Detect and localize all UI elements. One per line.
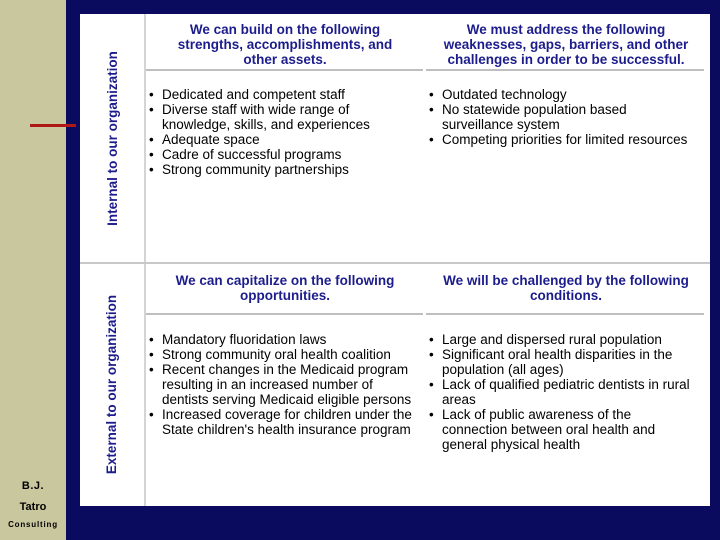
list-item: • Strong community partnerships	[147, 162, 415, 177]
list-item: • Lack of public awareness of the connection between oral health and general physical health	[427, 407, 697, 452]
list-item: • Strong community oral health coalition	[147, 347, 419, 362]
internal-row-label	[80, 14, 144, 262]
list-item: • Mandatory fluoridation laws	[147, 332, 419, 347]
list-item: • Competing priorities for limited resources	[427, 132, 697, 147]
opportunities-list	[147, 332, 419, 437]
list-item: • Cadre of successful programs	[147, 147, 415, 162]
row-divider	[80, 262, 710, 264]
accent-line	[30, 124, 76, 127]
weaknesses-heading-divider	[426, 69, 704, 71]
internal-label-text: Internal to our organization	[104, 50, 120, 226]
external-row-label	[80, 262, 144, 506]
strengths-heading: We can build on the following strengths, accomplishments, and other assets.	[177, 22, 393, 67]
external-label-text: External to our organization	[104, 294, 120, 474]
weaknesses-heading: We must address the following weaknesses, gaps, barriers, and other challenges in order to be successful.	[443, 22, 689, 67]
list-item: • Lack of qualified pediatric dentists in rural areas	[427, 377, 697, 407]
threats-heading-divider	[426, 313, 704, 315]
list-item: • Dedicated and competent staff	[147, 87, 415, 102]
list-item: • Significant oral health disparities in the population (all ages)	[427, 347, 697, 377]
opportunities-heading: We can capitalize on the following opportunities.	[175, 273, 395, 303]
swot-table	[80, 14, 710, 506]
threats-heading: We will be challenged by the following conditions.	[443, 273, 689, 303]
list-item: • No statewide population based surveillance system	[427, 102, 697, 132]
list-item: • Diverse staff with wide range of knowledge, skills, and experiences	[147, 102, 415, 132]
sidebar	[0, 0, 66, 540]
list-item: • Outdated technology	[427, 87, 697, 102]
list-item: • Large and dispersed rural population	[427, 332, 697, 347]
threats-list	[427, 332, 697, 452]
list-item: • Increased coverage for children under the State children's health insurance program	[147, 407, 419, 437]
strengths-list	[147, 87, 415, 177]
opportunities-heading-divider	[146, 313, 423, 315]
weaknesses-list	[427, 87, 697, 147]
row-label-divider	[144, 14, 146, 506]
list-item: • Adequate space	[147, 132, 415, 147]
list-item: • Recent changes in the Medicaid program resulting in an increased number of dentists serving Medicaid eligible persons	[147, 362, 419, 407]
brand-name-line3: Consulting	[8, 520, 58, 529]
brand-name-line1: B.J.	[21, 480, 45, 492]
brand-name-line2: Tatro	[19, 501, 47, 513]
strengths-heading-divider	[146, 69, 423, 71]
